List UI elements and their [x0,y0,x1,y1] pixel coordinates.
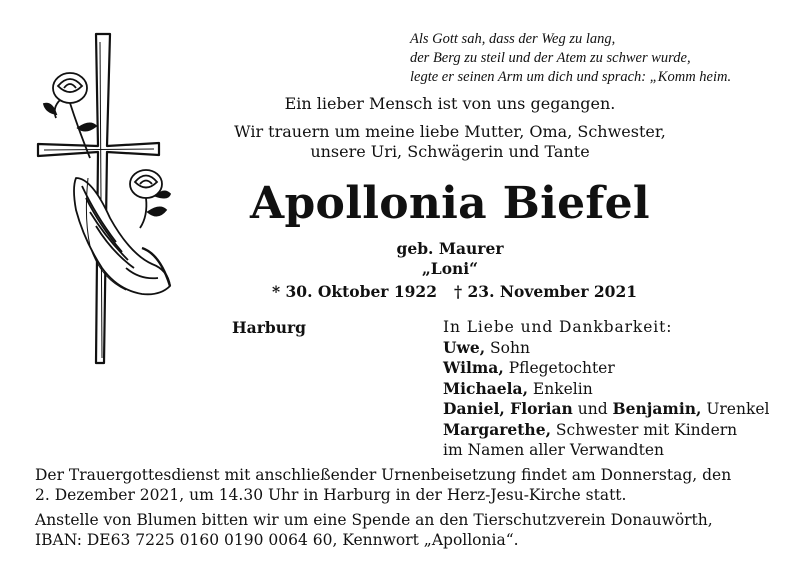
death-date: † 23. November 2021 [454,282,638,301]
member-name: Margarethe, [443,419,551,439]
family-member [443,338,769,359]
member-relation: Schwester mit Kindern [550,420,738,439]
donation-line: IBAN: DE63 7225 0160 0190 0064 60, Kennwort „Apollonia“. [35,530,519,549]
mourning-line: Wir trauern um meine liebe Mutter, Oma, Schwester, [234,122,666,141]
mourning-text [190,122,710,162]
quote-line: der Berg zu steil und der Atem zu schwer wurde, [410,50,691,66]
member-name: Uwe, [443,337,486,357]
donation-line: Anstelle von Blumen bitten wir um eine Spende an den Tierschutzverein Donauwörth, [35,511,713,529]
intro-text: Ein lieber Mensch ist von uns gegangen. [284,94,616,113]
funeral-info [35,466,775,505]
nickname: „Loni“ [421,259,479,278]
member-name: Michaela, [443,378,528,398]
member-connector: und [572,400,613,419]
funeral-line: Der Trauergottesdienst mit anschließender Urnenbeisetzung findet am Donnerstag, den [35,466,732,484]
place-name: Harburg [232,318,306,337]
family-member [443,399,769,420]
birth-date: * 30. Oktober 1922 [272,282,438,301]
mourning-line: unsere Uri, Schwägerin und Tante [310,142,590,161]
member-relation: Enkelin [528,379,593,398]
birth-name: geb. Maurer [396,239,504,258]
family-member [443,358,769,379]
member-relation: Sohn [485,338,530,357]
deceased-name: Apollonia Biefel [250,178,650,229]
member-name: Daniel, Florian [443,399,573,419]
family-closing: im Namen aller Verwandten [443,440,664,459]
member-relation: Pflegetochter [503,359,615,378]
donation-info [35,511,775,550]
funeral-line: 2. Dezember 2021, um 14.30 Uhr in Harburg in der Herz-Jesu-Kirche statt. [35,485,627,504]
family-member [443,420,769,441]
member-relation: Urenkel [701,400,770,419]
quote-line: legte er seinen Arm um dich und sprach: „Komm heim. [410,69,732,85]
member-name: Wilma, [443,358,504,378]
family-heading: In Liebe und Dankbarkeit: [443,318,673,336]
memorial-quote [410,30,790,87]
member-name: Benjamin, [612,399,702,419]
quote-line: Als Gott sah, dass der Weg zu lang, [410,31,616,47]
family-list [443,318,769,460]
family-member [443,379,769,400]
rose-icon [130,170,170,228]
cross-with-roses-illustration [30,28,180,373]
